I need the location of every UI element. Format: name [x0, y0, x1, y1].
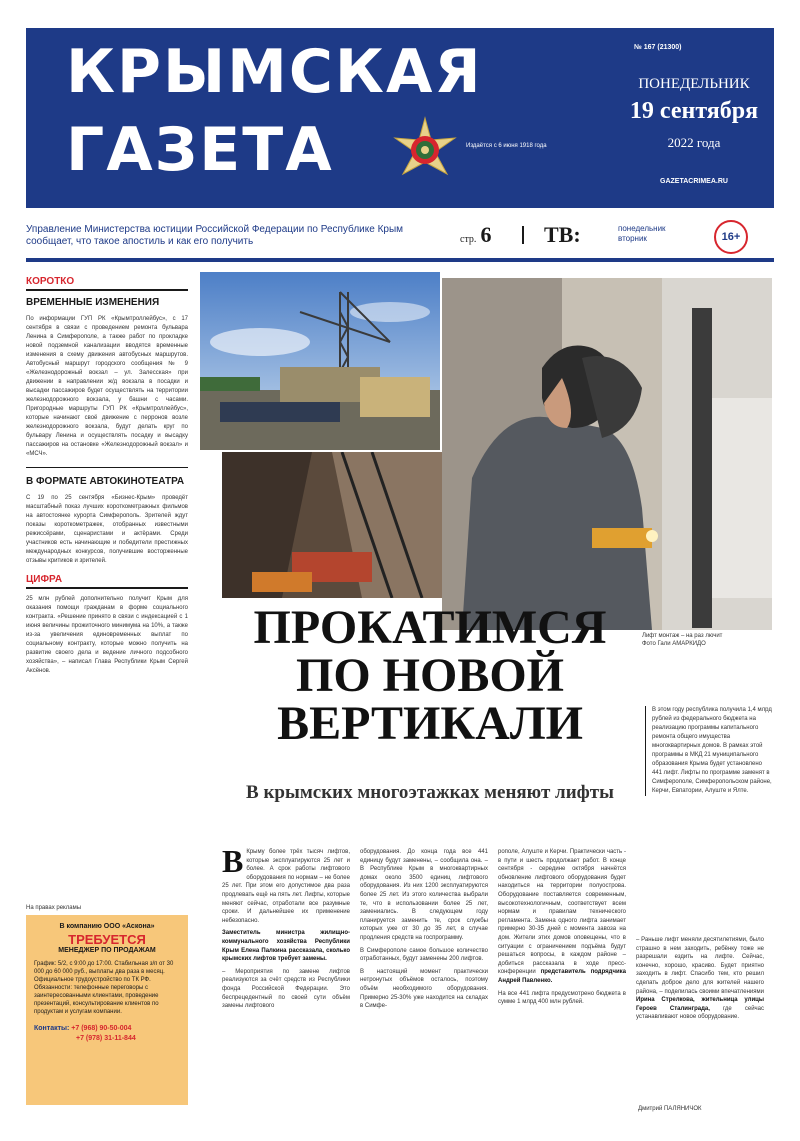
advert-requires: ТРЕБУЕТСЯ	[68, 932, 146, 947]
teaser-divider	[522, 226, 524, 244]
newspaper-title-line1: КРЫМСКАЯ	[66, 37, 483, 107]
weekday: ПОНЕДЕЛЬНИК	[638, 76, 750, 92]
teaser-bar	[26, 220, 774, 256]
order-badge-icon	[389, 116, 461, 188]
job-advert	[26, 905, 188, 1105]
article-title-temp-changes: ВРЕМЕННЫЕ ИЗМЕНЕНИЯ	[26, 297, 160, 308]
photo-caption	[642, 632, 772, 648]
header-rule	[26, 258, 774, 262]
teaser-text[interactable]: Управление Министерства юстиции Российской Федерации по Республике Крым сообщает, что такое апостиль и как его получить	[26, 224, 404, 247]
advert-role: МЕНЕДЖЕР ПО ПРОДАЖАМ	[58, 947, 156, 954]
main-headline: ПРОКАТИМСЯ ПО НОВОЙ ВЕРТИКАЛИ	[253, 601, 607, 750]
elevator-shaft-photo	[222, 452, 442, 598]
website-link[interactable]: GAZETACRIMEA.RU	[660, 178, 728, 185]
col1-paragraph-1: Крыму более трёх тысяч лифтов, которые эксплуатируются 25 лет и более. А срок работы лифтового оборудования по нормам – не более 25 лет. При этом его допустимое два раза продлевать ещё на пять лет. Лифты, которые меняют сейчас, отработали все разумные сроки. И дальнейшее их применение небезопасно.	[222, 849, 350, 924]
col3-paragraph-2: На все 441 лифта предусмотрено бюджета в сумме 1 млрд 400 млн рублей.	[498, 990, 626, 1006]
section-heading-cifra: ЦИФРА	[26, 574, 188, 589]
page-prefix: стр.	[460, 234, 477, 245]
photo-caption-line1: Лифт монтаж – на раз лючит	[642, 633, 723, 639]
age-rating-badge: 16+	[714, 220, 748, 254]
construction-crane-photo	[200, 272, 440, 450]
tv-days	[618, 224, 666, 244]
left-column	[26, 276, 188, 684]
section-heading-korotko: КОРОТКО	[26, 276, 188, 291]
col1-paragraph-3: – Мероприятия по замене лифтов реализуются за счёт средств из Республики фонда Российской Федерации. Это беспрецедентный по своей сути объём замены лифтового	[222, 968, 350, 1010]
article-body-autocinema: С 19 по 25 сентября «Бизнес-Крым» проведёт масштабный показ лучших короткометражных фильмов на автостоянке курорта Симферополь. Зрителей ждут показы короткометражек, отобранных известными режиссёрами, сценаристами и актёрами. Среди участников есть начинающие и победители престижных международных конкурсов, получившие восторженные отзывы критиков и зрителей.	[26, 495, 188, 564]
photo-caption-line2: Фото Гали АМАРКИДО	[642, 641, 706, 647]
advert-note: На правах рекламы	[26, 905, 82, 911]
teaser-page-ref	[460, 222, 491, 248]
advert-body: График: 5/2, с 9:00 до 17:00. Стабильная з/п от 30 000 до 60 000 руб., выплаты два раза в месяц. Официальное трудоустройство по ТК РФ. Обязанности: телефонные переговоры с заинтересованными клиентами, проведение презентаций, консультирование клиентов по продуктам и услугам компании.	[34, 961, 174, 1015]
col2-paragraph-2: В Симферополе самое большое количество отработанных, будут заменены 200 лифтов.	[360, 947, 488, 963]
col2-paragraph-1: оборудования. До конца года все 441 единицу будут заменены, – сообщила она. – В Республике Крым в многоквартирных домах около 3500 единиц лифтового оборудования. Из них 1200 эксплуатируются более 25 лет. Из этого количества выбрали те, что в использовании более 25 лет, замениались. В следующем году планируется заменить те, срок службы которых уже от 30 до 35 лет, в случае продления средств на госпрограмму.	[360, 849, 488, 941]
article-title-autocinema: В ФОРМАТЕ АВТОКИНОТЕАТРА	[26, 476, 185, 487]
col4-paragraph-2: где сейчас устанавливают новое оборудование.	[636, 1005, 765, 1021]
masthead-date-panel	[614, 28, 774, 208]
founded-note: Издаётся с 6 июня 1918 года	[466, 143, 547, 149]
main-subhead: В крымских многоэтажках меняют лифты	[246, 782, 614, 803]
welder-photo	[442, 278, 772, 630]
article-column-4	[636, 936, 764, 1026]
issue-year: 2022 года	[667, 135, 721, 150]
phone-1[interactable]: +7 (968) 90-50-004	[71, 1025, 132, 1032]
page-number: 6	[480, 222, 492, 247]
advert-box	[26, 915, 188, 1105]
col4-paragraph-1: – Раньше лифт меняли десятилетиями, было страшно в нем заходить, ребёнку тоже не разрешали ездить на лифте. Сейчас, конечно, хорошо, красиво. Будет приятно заходить в лифт. Спасибо тем, кто решил сделать доброе дело для жителей нашего района, – поделилась своими впечатлениями	[636, 937, 764, 995]
col2-paragraph-3: В настоящий момент практически нетронутых объёмов осталось, поэтому объём необходимого оборудования. Примерно 25-30% уже находится на складах в Симфе-	[360, 968, 488, 1010]
masthead	[26, 28, 774, 208]
tv-day-2: вторник	[618, 234, 647, 243]
tv-label: ТВ:	[544, 222, 581, 247]
phone-2[interactable]: +7 (978) 31-11-844	[76, 1035, 136, 1042]
sidebar-text: В этом году республика получила 1,4 млрд рублей из федерального бюджета на реализацию программы капитального ремонта общего имущества многоквартирных домов. В рамках этой программы в МКД 21 муниципального образования Крыма будет установлено 441 лифт. Лифты по программе заменят в Симферополе, Симферопольском районе, Керчи, Евпатории, Алуште и Ялте.	[652, 707, 772, 794]
tv-day-1: понедельник	[618, 224, 666, 233]
col4-bold: Ирина Стрелкова, жительница улицы Героев Сталинграда,	[636, 997, 764, 1012]
issue-date: 19 сентября	[629, 98, 759, 124]
col1-paragraph-2: Заместитель министра жилищно-коммунального хозяйства Республики Крым Елена Палкина рассказала, сколько крымских лифтов требует замены.	[222, 930, 350, 963]
issue-number: № 167 (21300)	[634, 44, 682, 51]
sidebar-box	[645, 706, 772, 796]
divider	[26, 467, 188, 468]
advert-contacts	[34, 1024, 180, 1044]
article-column-3	[498, 848, 626, 1011]
article-column-1	[222, 843, 350, 1015]
col3-paragraph-1: рополе, Алуште и Керчи. Практически часть - в пути и шесть продолжает работ. В конце сентября - середине октября начнётся обновление лифтового оборудования будет находиться на территории полуострова. Оборудование поставляется современным, высокотехнологичным, соответствует всем нормам и правилам технического регламента. Замена одного лифта занимает примерно 30-35 дней с момента завоза на дом. Жители этих домов оповещены, что в ситуации с ограничением подъёма будут решаться вопросы, в каждом районе – добиться рассказала в ходе пресс-конференции	[498, 849, 626, 976]
article-column-2	[360, 848, 488, 1015]
newspaper-title-line2: ГАЗЕТА	[66, 115, 334, 185]
article-body	[222, 843, 772, 1118]
article-author: Дмитрий ПАЛЯНИЧОК	[638, 1106, 702, 1112]
article-body-cifra: 25 млн рублей дополнительно получит Крым для оказания помощи гражданам в форме социального контракта. «Решение принято в связи с индексацией с 1 июня величины прожиточного минимума на 10%, а также из-за увеличения единовременных выплат по социальному контракту, которые можно получить на развитие своего дела и ведение личного подсобного хозяйства», – написал Глава Республики Крым Сергей Аксёнов.	[26, 596, 188, 674]
dropcap: В	[222, 843, 244, 879]
contacts-label: Контакты:	[34, 1025, 70, 1032]
article-body-temp-changes: По информации ГУП РК «Крымтроллейбус», с 17 сентября в связи с проведением ремонта бульвара Ленина в Симферополе, а также работ по прокладке новой подземной канализации вводятся временные изменения в схему движения автобусных маршрутов. Автобусный маршрут городского сообщения № 9 «Железнодорожный вокзал – ул. Залесская» при движении в направлении ж/д вокзала в посадки и высадки пассажиров будет осуществлять на территории железнодорожного вокзала, у башни с часами. Пригородные маршруты ГУП РК «Крымтроллейбус», которые начинают своё движение с перронов возле железнодорожного вокзала, будут делать круг по бульвару Ленина и осуществлять посадку и высадку пассажиров на остановке «Железнодорожный вокзал» и «МСЧ».	[26, 316, 188, 457]
col3-bold: представитель подрядчика Андрей Павленко.	[498, 969, 627, 984]
advert-company: В компанию ООО «Аскона»	[59, 923, 155, 930]
